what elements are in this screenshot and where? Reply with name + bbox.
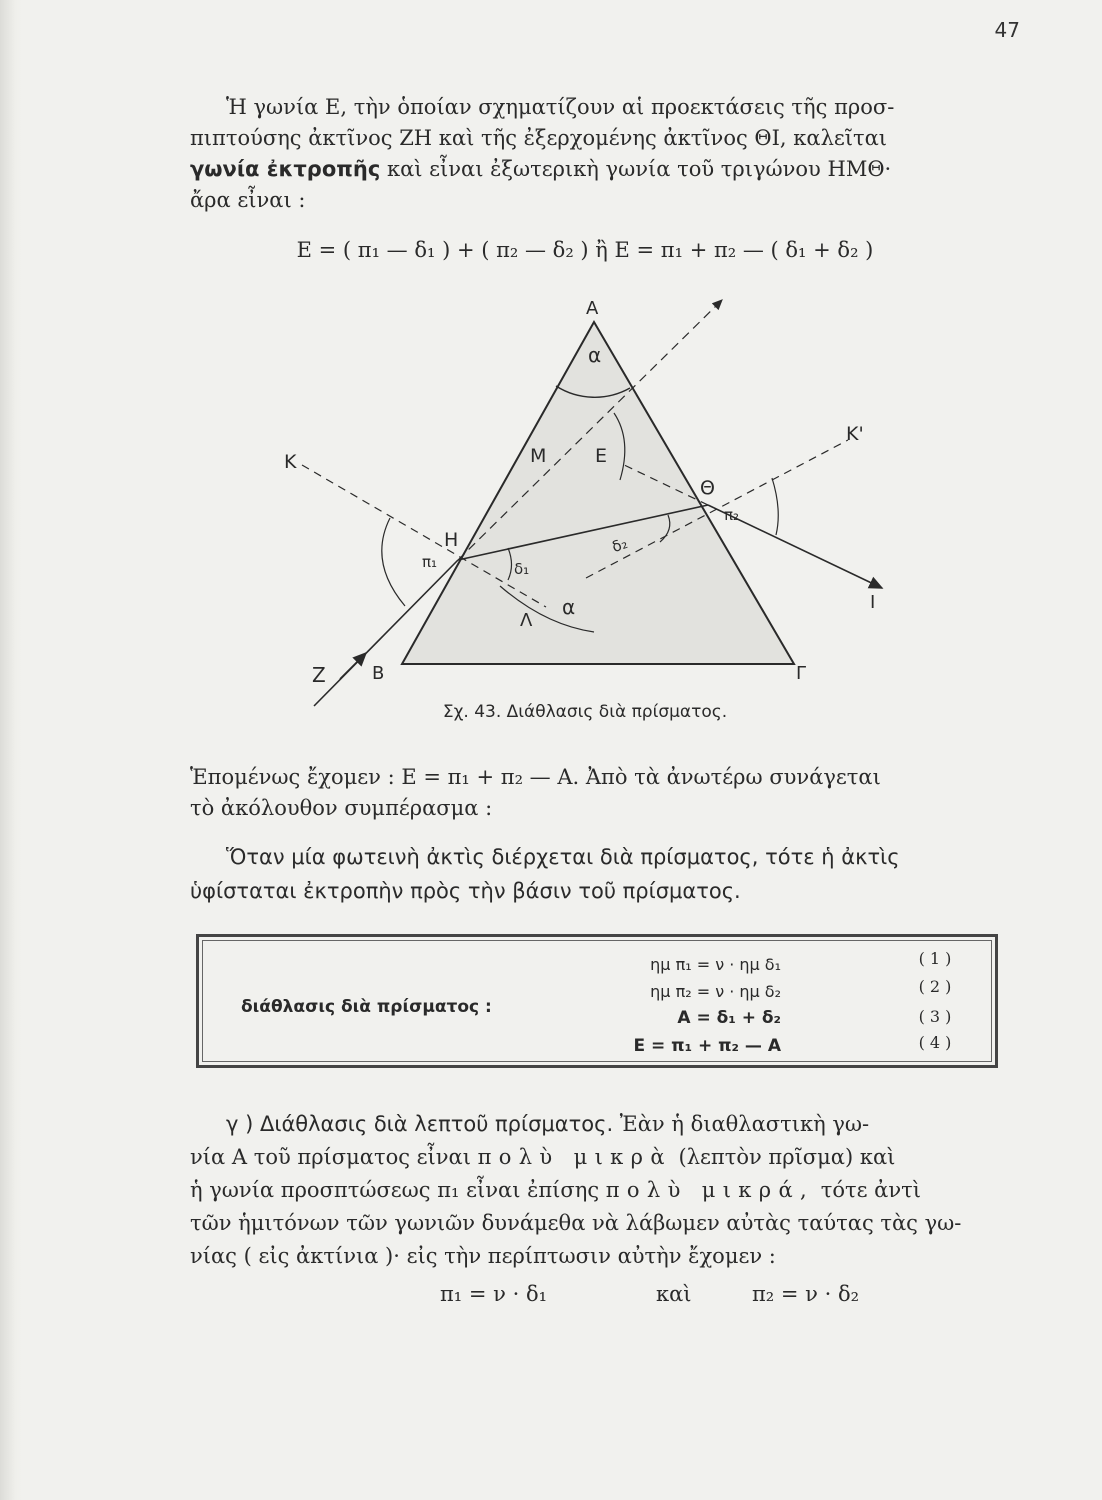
prism-formula-box bbox=[196, 934, 998, 1068]
emphasis-very-small: πολὺ μικρὰ bbox=[477, 1145, 672, 1169]
label-alpha-top: α bbox=[588, 343, 602, 367]
label-h: H bbox=[444, 529, 459, 551]
equation-1: ημ π₁ = ν · ημ δ₁ bbox=[650, 955, 781, 974]
thin-prism-line-3-b: τότε ἀντὶ bbox=[814, 1178, 921, 1202]
deflection-formula: Ε = ( π₁ — δ₁ ) + ( π₂ — δ₂ ) ἢ Ε = π₁ + π₂ — ( δ₁ + δ₂ ) bbox=[296, 238, 874, 262]
equation-4: Ε = π₁ + π₂ — Α bbox=[633, 1036, 781, 1056]
label-a: A bbox=[586, 298, 599, 319]
label-theta: Θ bbox=[700, 477, 715, 499]
thin-prism-line-2-a: νία Α τοῦ πρίσματος εἶναι bbox=[190, 1145, 478, 1169]
thin-prism-line-3 bbox=[190, 1174, 980, 1207]
thin-prism-line-3-a: ἡ γωνία προσπτώσεως π₁ εἶναι ἐπίσης bbox=[190, 1178, 606, 1202]
result-paragraph bbox=[190, 762, 980, 824]
equation-number-4: ( 4 ) bbox=[918, 1033, 952, 1052]
equation-2: ημ π₂ = ν · ημ δ₂ bbox=[650, 982, 781, 1001]
label-lambda: Λ bbox=[520, 610, 533, 631]
label-b: B bbox=[372, 663, 385, 684]
result-line-1: Ἑπομένως ἔχομεν : Ε = π₁ + π₂ — Α. Ἀπὸ τὰ ἀνωτέρω συνάγεται bbox=[190, 765, 881, 789]
emphasis-very-small-2: πολὺ μικρά, bbox=[605, 1178, 815, 1202]
thin-prism-line-1-rest: Ἐὰν ἡ διαθλαστικὴ γω- bbox=[613, 1112, 870, 1136]
label-alpha-bottom: α bbox=[562, 595, 576, 619]
label-delta1: δ₁ bbox=[514, 560, 530, 578]
thin-prism-formula-left: π₁ = ν · δ₁ bbox=[440, 1282, 548, 1306]
conclusion-line-2: ὑφίσταται ἐκτροπὴν πρὸς τὴν βάσιν τοῦ πρίσματος. bbox=[190, 879, 741, 903]
intro-line-1: Ἡ γωνία Ε, τὴν ὁποίαν σχηματίζουν αἱ προεκτάσεις τῆς προσ- bbox=[226, 95, 895, 119]
label-k-prime: K' bbox=[846, 423, 864, 445]
intro-line-2: πιπτούσης ἀκτῖνος ΖΗ καὶ τῆς ἐξερχομένης ἀκτῖνος ΘΙ, καλεῖται bbox=[190, 126, 888, 150]
label-m: M bbox=[530, 445, 547, 467]
intro-line-4: ἄρα εἶναι : bbox=[190, 188, 306, 212]
deflection-angle-term: γωνία ἐκτροπῆς bbox=[190, 157, 381, 181]
pi2-angle-arc bbox=[772, 478, 778, 535]
label-gamma: Γ bbox=[796, 663, 807, 684]
thin-prism-heading: γ ) Διάθλασις διὰ λεπτοῦ πρίσματος. bbox=[226, 1112, 614, 1136]
equation-number-1: ( 1 ) bbox=[918, 949, 952, 968]
incident-arrow bbox=[340, 653, 366, 679]
thin-prism-formula-right: π₂ = ν · δ₂ bbox=[752, 1282, 860, 1306]
label-e: E bbox=[595, 445, 608, 467]
equation-number-3: ( 3 ) bbox=[918, 1007, 952, 1026]
thin-prism-line-1 bbox=[190, 1108, 980, 1141]
label-pi1: π₁ bbox=[422, 553, 438, 571]
equation-3: Α = δ₁ + δ₂ bbox=[677, 1008, 781, 1028]
prism-triangle bbox=[402, 322, 794, 664]
thin-prism-paragraph bbox=[190, 1108, 980, 1273]
thin-prism-line-4: τῶν ἡμιτόνων τῶν γωνιῶν δυνάμεθα νὰ λάβωμεν αὐτὰς ταύτας τὰς γω- bbox=[190, 1211, 962, 1235]
page-number: 47 bbox=[994, 18, 1020, 42]
conclusion-line-1: Ὅταν μία φωτεινὴ ἀκτὶς διέρχεται διὰ πρίσματος, τότε ἡ ἀκτὶς bbox=[226, 845, 900, 869]
result-line-2: τὸ ἀκόλουθον συμπέρασμα : bbox=[190, 796, 493, 820]
label-i: I bbox=[870, 592, 876, 613]
figure-caption: Σχ. 43. Διάθλασις διὰ πρίσματος. bbox=[442, 702, 728, 722]
label-pi2: π₂ bbox=[724, 506, 740, 524]
thin-prism-line-2-b: (λεπτὸν πρῖσμα) καὶ bbox=[671, 1145, 896, 1169]
label-k: K bbox=[284, 451, 297, 473]
intro-line-3-rest: καὶ εἶναι ἐξωτερικὴ γωνία τοῦ τριγώνου ΗΜΘ· bbox=[380, 157, 892, 181]
formula-box-label: διάθλασις διὰ πρίσματος : bbox=[241, 997, 492, 1017]
thin-prism-formula-and: καὶ bbox=[656, 1282, 692, 1306]
label-delta2: δ₂ bbox=[609, 534, 630, 557]
thin-prism-line-5: νίας ( εἰς ἀκτίνια )· εἰς τὴν περίπτωσιν αὐτὴν ἔχομεν : bbox=[190, 1244, 776, 1268]
thin-prism-line-2 bbox=[190, 1141, 980, 1174]
label-z: Z bbox=[312, 663, 326, 687]
pi1-angle-arc bbox=[382, 518, 405, 606]
equation-number-2: ( 2 ) bbox=[918, 977, 952, 996]
conclusion-statement bbox=[190, 840, 980, 908]
